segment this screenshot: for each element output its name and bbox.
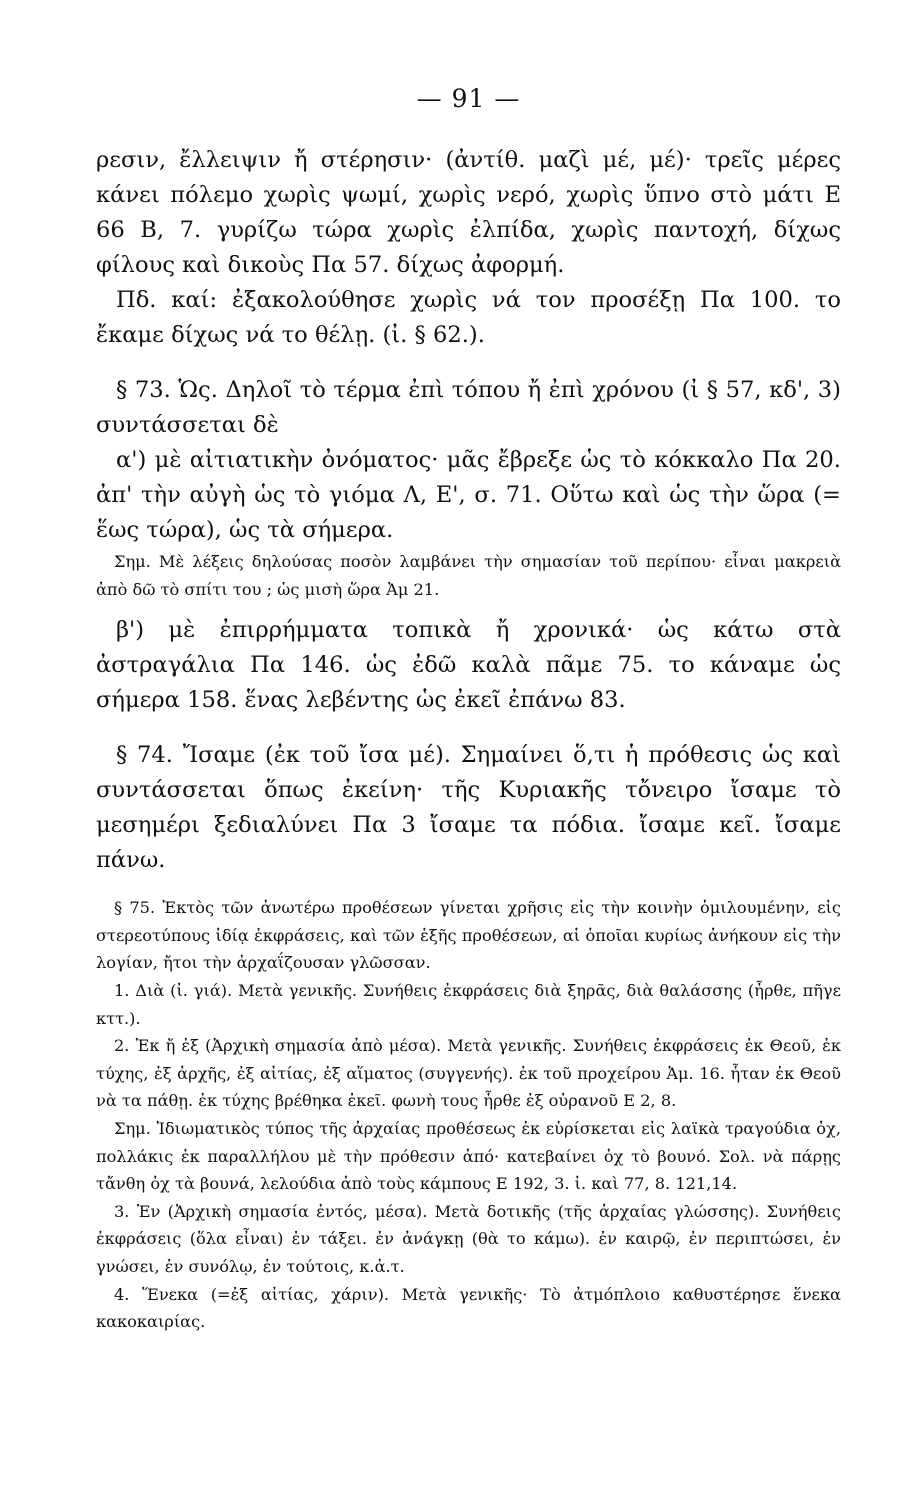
item-ek-note: Σημ. Ἰδιωματικὸς τύπος τῆς ἀρχαίας προθέσεως ἐκ εὑρίσκεται εἰς λαϊκὰ τραγούδια ὀχ, πολλάκις ἐκ παραλλήλου μὲ τὴν πρόθεσιν ἀπό· κατεβαίνει ὀχ τὸ βουνό. Σολ. νὰ πάρῃς τἄνθη ὀχ τὰ βουνά, λελούδια ἀπὸ τοὺς κάμπους Ε 192, 3. ἰ. καὶ 77, 8. 121,14. xyxy=(96,1118,841,1194)
item-eneka: 4. Ἕνεκα (=ἐξ αἰτίας, χάριν). Μετὰ γενικῆς· Τὸ ἀτμόπλοιο καθυστέρησε ἕνεκα κακοκαιρίας. xyxy=(96,1284,841,1332)
main-text-block xyxy=(96,143,841,548)
paragraph-pd-note: Πδ. καί: ἐξακολούθησε χωρὶς νά τον προσέξῃ Πα 100. το ἔκαμε δίχως νά το θέλῃ. (ἰ. § 62.). xyxy=(96,287,841,348)
section-75: § 75. Ἐκτὸς τῶν ἀνωτέρω προθέσεων γίνεται χρῆσις εἰς τὴν κοινὴν ὁμιλουμένην, εἰς στερεοτύπους ἰδίᾳ ἐκφράσεις, καὶ τῶν ἑξῆς προθέσεων, αἱ ὁποῖαι κυρίως ἀνήκουν εἰς τὴν λογίαν, ἤτοι τὴν ἀρχαΐζουσαν γλῶσσαν. xyxy=(96,898,841,973)
section-74: § 74. Ἴσαμε (ἐκ τοῦ ἴσα μέ). Σημαίνει ὅ,τι ἡ πρόθεσις ὡς καὶ συντάσσεται ὅπως ἐκείνη· τῆς Κυριακῆς τὄνειρο ἴσαμε τὸ μεσημέρι ξεδιαλύνει Πα 3 ἴσαμε τα πόδια. ἴσαμε κεῖ. ἴσαμε πάνω. xyxy=(96,742,841,874)
item-ek: 2. Ἐκ ἤ ἐξ (Ἀρχικὴ σημασία ἀπὸ μέσα). Μετὰ γενικῆς. Συνήθεις ἐκφράσεις ἐκ Θεοῦ, ἐκ τύχης, ἐξ ἀρχῆς, ἐξ αἰτίας, ἐξ αἵματος (συγγενής). ἐκ τοῦ προχείρου Ἀμ. 16. ἦταν ἐκ Θεοῦ νὰ τα πάθῃ. ἐκ τύχης βρέθηκα ἐκεῖ. φωνὴ τους ἦρθε ἐξ οὐρανοῦ Ε 2, 8. xyxy=(96,1036,841,1111)
item-en: 3. Ἐν (Ἀρχικὴ σημασία ἐντός, μέσα). Μετὰ δοτικῆς (τῆς ἀρχαίας γλώσσης). Συνήθεις ἐκφράσεις (ὅλα εἶναι) ἐν τάξει. ἐν ἀνάγκῃ (θὰ το κάμω). ἐν καιρῷ, ἐν περιπτώσει, ἐν γνώσει, ἐν συνόλῳ, ἐν τούτοις, κ.ἀ.τ. xyxy=(96,1201,841,1276)
main-text-block-2 xyxy=(96,613,841,878)
page-number: — 91 — xyxy=(416,84,521,113)
paragraph-continuation: ρεσιν, ἔλλειψιν ἤ στέρησιν· (ἀντίθ. μαζὶ μέ, μέ)· τρεῖς μέρες κάνει πόλεμο χωρὶς ψωμί, χωρὶς νερό, χωρὶς ὕπνο στὸ μάτι Ε 66 Β, 7. γυρίζω τώρα χωρὶς ἐλπίδα, χωρὶς παντοχή, δίχως φίλους καὶ δικοὺς Πα 57. δίχως ἀφορμή. xyxy=(96,147,841,278)
section-73-note xyxy=(96,548,841,603)
section-73-b: β') μὲ ἐπιρρήμματα τοπικὰ ἤ χρονικά· ὡς κάτω στὰ ἀστραγάλια Πα 146. ὡς ἐδῶ καλὰ πᾶμε 75. το κάναμε ὡς σήμερα 158. ἕνας λεβέντης ὡς ἐκεῖ ἐπάνω 83. xyxy=(96,617,841,714)
small-text-block xyxy=(96,894,841,1336)
item-dia: 1. Διὰ (ἰ. γιά). Μετὰ γενικῆς. Συνήθεις ἐκφράσεις διὰ ξηρᾶς, διὰ θαλάσσης (ἦρθε, πῆγε κττ.). xyxy=(96,980,841,1028)
section-73-a: α') μὲ αἰτιατικὴν ὀνόματος· μᾶς ἔβρεξε ὡς τὸ κόκκαλο Πα 20. ἀπ' τὴν αὐγὴ ὡς τὸ γιόμα Λ, Ε', σ. 71. Οὕτω καὶ ὡς τὴν ὥρα (= ἕως τώρα), ὡς τὰ σήμερα. xyxy=(96,447,841,543)
note-paragraph: Σημ. Μὲ λέξεις δηλούσας ποσὸν λαμβάνει τὴν σημασίαν τοῦ περίπου· εἶναι μακρειὰ ἀπὸ δῶ τὸ σπίτι του ; ὡς μισὴ ὥρα Ἀμ 21. xyxy=(96,552,841,599)
section-73-heading: § 73. Ὡς. Δηλοῖ τὸ τέρμα ἐπὶ τόπου ἤ ἐπὶ χρόνου (ἰ § 57, κδ', 3) συντάσσεται δὲ xyxy=(96,377,841,438)
